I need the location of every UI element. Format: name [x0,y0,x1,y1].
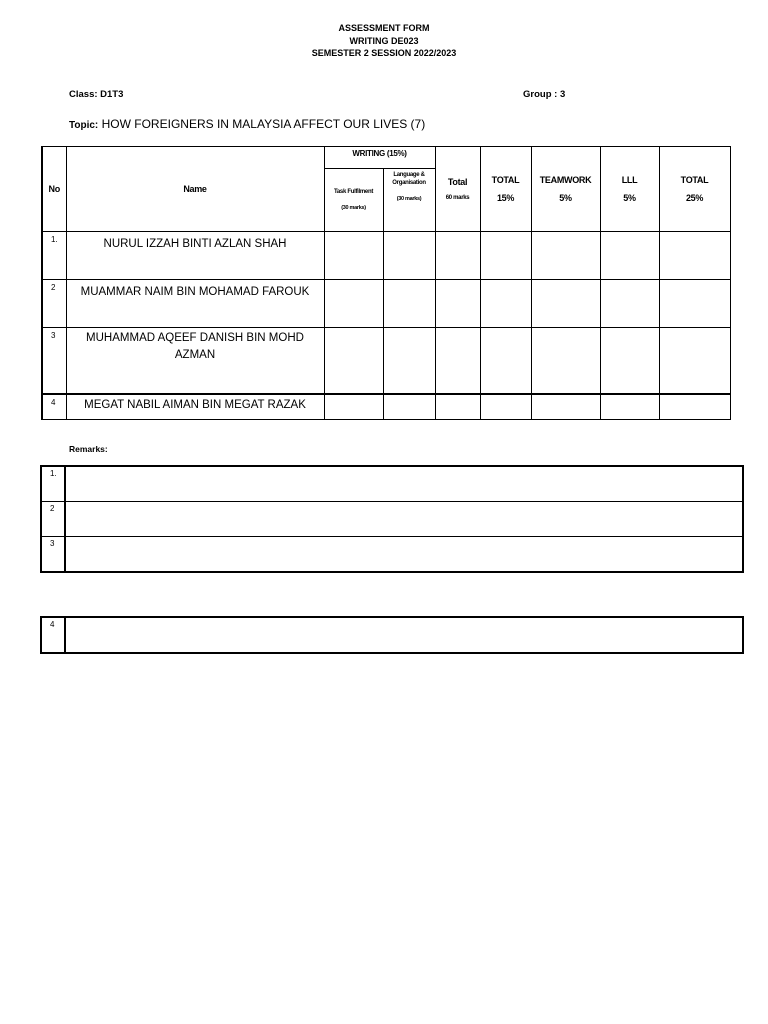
topic-line [69,117,425,131]
table-row [42,280,730,328]
row-number: 3 [42,328,66,394]
header-total-15: TOTAL 15% [480,147,531,232]
group-label: Group : 3 [523,89,566,100]
score-cell[interactable] [531,280,600,328]
header-total-25: TOTAL 25% [659,147,730,232]
assessment-table [41,146,731,420]
topic-label: Topic: [69,120,99,131]
score-cell[interactable] [531,232,600,280]
form-title: ASSESSMENT FORM [338,23,430,33]
score-cell[interactable] [531,394,600,420]
score-cell[interactable] [600,280,659,328]
remark-field[interactable] [65,537,743,573]
remark-field[interactable] [65,466,743,502]
remarks-label: Remarks: [69,444,108,454]
score-cell[interactable] [659,232,730,280]
remark-number: 3 [41,537,65,573]
score-cell[interactable] [480,394,531,420]
student-name: MEGAT NABIL AIMAN BIN MEGAT RAZAK [66,394,324,420]
class-label: Class: D1T3 [69,89,124,100]
score-cell[interactable] [659,280,730,328]
score-cell[interactable] [324,394,383,420]
topic-value: HOW FOREIGNERS IN MALAYSIA AFFECT OUR LIVES (7) [101,117,426,131]
score-cell[interactable] [324,328,383,394]
remark-number: 4 [41,617,65,653]
form-header [0,22,768,60]
row-number: 1. [42,232,66,280]
score-cell[interactable] [435,232,480,280]
row-number: 2 [42,280,66,328]
student-name: MUHAMMAD AQEEF DANISH BIN MOHD AZMAN [66,328,324,394]
remarks-table-extra [40,616,744,654]
score-cell[interactable] [480,328,531,394]
score-cell[interactable] [383,394,435,420]
score-cell[interactable] [435,280,480,328]
header-lll: LLL 5% [600,147,659,232]
score-cell[interactable] [435,328,480,394]
table-row [42,394,730,420]
table-row [42,232,730,280]
score-cell[interactable] [659,394,730,420]
score-cell[interactable] [659,328,730,394]
score-cell[interactable] [435,394,480,420]
score-cell[interactable] [383,280,435,328]
student-name: MUAMMAR NAIM BIN MOHAMAD FAROUK [66,280,324,328]
remark-number: 1. [41,466,65,502]
header-teamwork: TEAMWORK 5% [531,147,600,232]
header-no: No [42,147,66,232]
header-total: Total 60 marks [435,147,480,232]
score-cell[interactable] [383,328,435,394]
remark-row [41,617,743,653]
score-cell[interactable] [480,280,531,328]
remarks-table [40,465,744,573]
course-code: WRITING DE023 [349,35,419,46]
header-writing: WRITING (15%) [324,147,435,169]
student-name: NURUL IZZAH BINTI AZLAN SHAH [66,232,324,280]
remark-field[interactable] [65,617,743,653]
score-cell[interactable] [324,280,383,328]
remark-number: 2 [41,502,65,537]
header-language: Language & Organisation (30 marks) [383,169,435,232]
remark-field[interactable] [65,502,743,537]
row-number: 4 [42,394,66,420]
remark-row [41,466,743,502]
score-cell[interactable] [600,394,659,420]
header-name: Name [66,147,324,232]
remark-row [41,502,743,537]
score-cell[interactable] [324,232,383,280]
score-cell[interactable] [600,328,659,394]
table-row [42,328,730,394]
session-text: SEMESTER 2 SESSION 2022/2023 [311,48,457,58]
score-cell[interactable] [531,328,600,394]
score-cell[interactable] [480,232,531,280]
header-task-fulfilment: Task Fulfilment (30 marks) [324,169,383,232]
remark-row [41,537,743,573]
score-cell[interactable] [600,232,659,280]
score-cell[interactable] [383,232,435,280]
